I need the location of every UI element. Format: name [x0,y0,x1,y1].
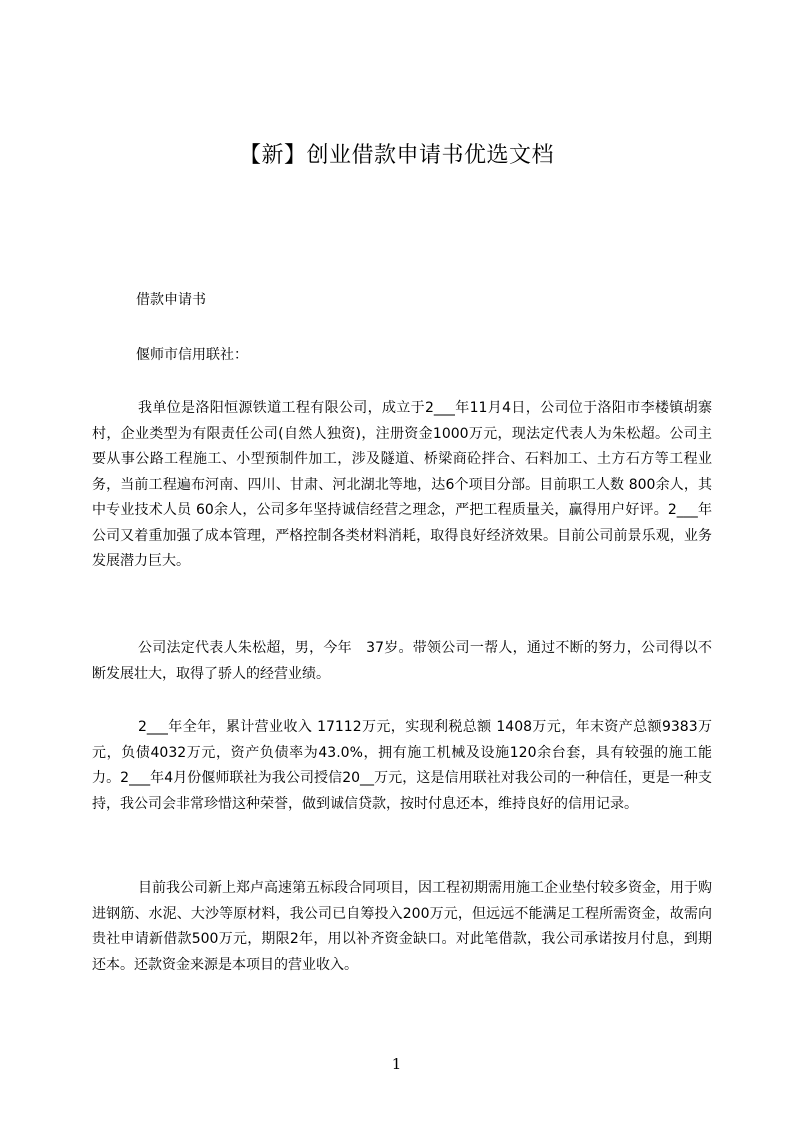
letter-heading: 借款申请书 [136,292,206,308]
letter-salutation: 偃师市信用联社： [136,347,248,363]
paragraph-legal-representative: 公司法定代表人朱松超，男，今年 37岁。带领公司一帮人，通过不断的努力，公司得以不断发展壮大，取得了骄人的经营业绩。 [92,640,712,682]
page-number: 1 [391,1055,402,1073]
paragraph-financials: 2___年全年，累计营业收入 17112万元，实现利税总额 1408万元，年末资产总额9383万元，负债4032万元，资产负债率为43.0%，拥有施工机械及设施120余台套，具有较强的施工能力。2___年4月份偃师联社为我公司授信20__万元，这是信用联社对我公司的一种信任，更是一种支持，我公司会非常珍惜这种荣誉，做到诚信贷款，按时付息还本，维持良好的信用记录。 [92,719,712,812]
document-title: 【新】创业借款申请书优选文档 [238,143,554,168]
paragraph-loan-request: 目前我公司新上郑卢高速第五标段合同项目，因工程初期需用施工企业垫付较多资金，用于购进钢筋、水泥、大沙等原材料，我公司已自筹投入200万元，但远远不能满足工程所需资金，故需向贵社申请新借款500万元，期限2年，用以补齐资金缺口。对此笔借款，我公司承诺按月付息，到期还本。还款资金来源是本项目的营业收入。 [92,880,712,973]
paragraph-company-intro: 我单位是洛阳恒源铁道工程有限公司，成立于2___年11月4日，公司位于洛阳市李楼镇胡寨村，企业类型为有限责任公司(自然人独资)，注册资金1000万元，现法定代表人为朱松超。公司主要从事公路工程施工、小型预制件加工，涉及隧道、桥梁商砼拌合、石料加工、土方石方等工程业务，当前工程遍布河南、四川、甘肃、河北湖北等地，达6个项目分部。目前职工人数 800余人，其中专业技术人员 60余人，公司多年坚持诚信经营之理念，严把工程质量关，赢得用户好评。2___年公司又着重加强了成本管理，严格控制各类材料消耗，取得良好经济效果。目前公司前景乐观，业务发展潜力巨大。 [92,400,712,569]
